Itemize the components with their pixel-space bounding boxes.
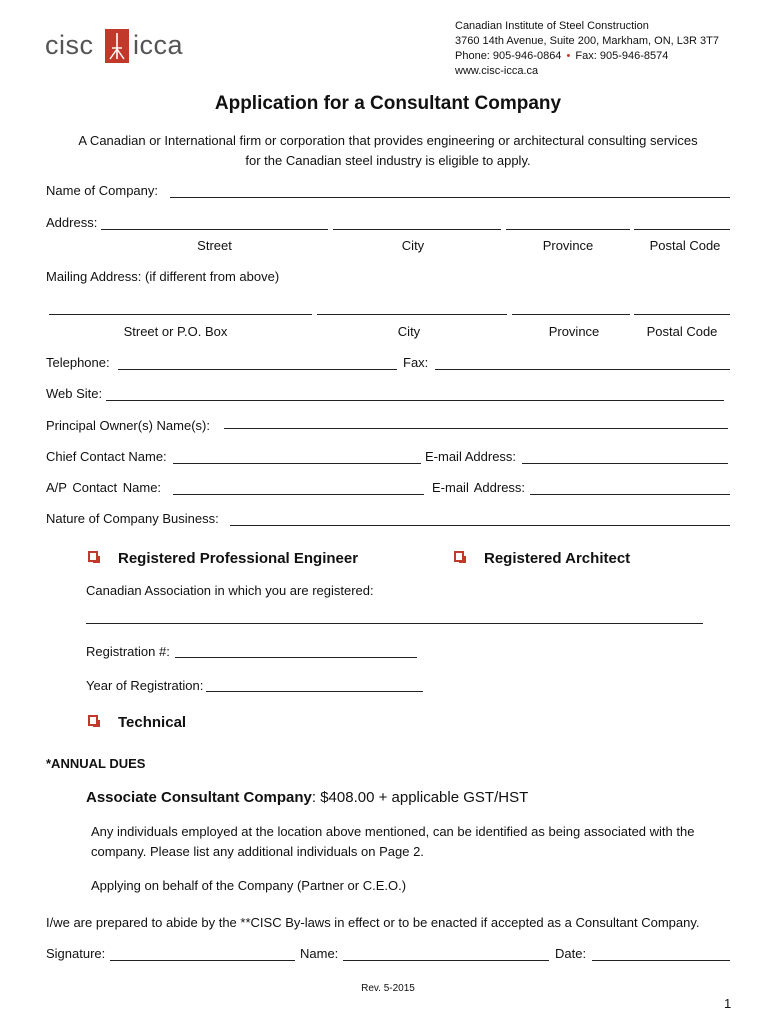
signature-label: Signature: bbox=[46, 946, 106, 961]
fee-label: Associate Consultant Company bbox=[86, 789, 312, 806]
address-label: Address: bbox=[46, 215, 98, 230]
chief-email-field[interactable] bbox=[522, 463, 728, 464]
ap-email-label: E-mail Address: bbox=[432, 480, 526, 495]
name-label: Name: bbox=[300, 946, 339, 961]
steel-tower-icon bbox=[105, 28, 129, 64]
architect-checkbox[interactable] bbox=[454, 551, 464, 562]
mailing-province-field[interactable] bbox=[512, 314, 630, 315]
principal-owners-label: Principal Owner(s) Name(s): bbox=[46, 418, 210, 433]
org-address: 3760 14th Avenue, Suite 200, Markham, ON, L3R 3T7 bbox=[455, 35, 719, 47]
website-field[interactable] bbox=[106, 400, 724, 401]
caption-mailing-street: Street or P.O. Box bbox=[123, 324, 228, 339]
ap-email-field[interactable] bbox=[530, 494, 730, 495]
mailing-address-label: Mailing Address: (if different from above) bbox=[46, 269, 280, 284]
professional-engineer-label: Registered Professional Engineer bbox=[118, 550, 359, 567]
registration-year-label: Year of Registration: bbox=[86, 678, 204, 693]
technical-checkbox[interactable] bbox=[88, 715, 98, 726]
fax-label: Fax: bbox=[403, 355, 429, 370]
logo-text-icca: icca bbox=[133, 30, 184, 60]
caption-postal-code: Postal Code bbox=[649, 238, 721, 253]
date-field[interactable] bbox=[592, 960, 730, 961]
org-phone: Phone: 905-946-0864 bbox=[455, 50, 562, 62]
intro-line-2: for the Canadian steel industry is eligible to apply. bbox=[245, 153, 531, 168]
architect-label: Registered Architect bbox=[484, 550, 631, 567]
cisc-icca-logo bbox=[45, 30, 185, 66]
dues-note-line-1: Any individuals employed at the location above mentioned, can be identified as being associated with the bbox=[91, 824, 695, 839]
date-label: Date: bbox=[555, 946, 587, 961]
page-number: 1 bbox=[724, 996, 732, 1011]
chief-contact-label: Chief Contact Name: bbox=[46, 449, 167, 464]
applying-on-behalf: Applying on behalf of the Company (Partner or C.E.O.) bbox=[91, 878, 407, 893]
caption-mailing-postal-code: Postal Code bbox=[646, 324, 718, 339]
address-city-field[interactable] bbox=[333, 229, 501, 230]
principal-owners-field[interactable] bbox=[224, 428, 728, 429]
mailing-postal-field[interactable] bbox=[634, 314, 730, 315]
separator-bullet: • bbox=[566, 50, 571, 62]
ap-contact-label: A/P Contact Name: bbox=[46, 480, 162, 495]
website-label: Web Site: bbox=[46, 386, 103, 401]
caption-street: Street bbox=[197, 238, 232, 253]
name-field[interactable] bbox=[343, 960, 549, 961]
mailing-street-field[interactable] bbox=[49, 314, 312, 315]
agreement-text: I/we are prepared to abide by the **CISC By-laws in effect or to be enacted if accepted as a Consultant Company. bbox=[46, 915, 700, 930]
professional-engineer-checkbox[interactable] bbox=[88, 551, 98, 562]
telephone-field[interactable] bbox=[118, 369, 397, 370]
dues-note-line-2: company. Please list any additional individuals on Page 2. bbox=[91, 844, 424, 859]
fax-field[interactable] bbox=[435, 369, 730, 370]
caption-province: Province bbox=[542, 238, 594, 253]
registration-number-label: Registration #: bbox=[86, 644, 170, 659]
company-name-field[interactable] bbox=[170, 197, 730, 198]
caption-mailing-city: City bbox=[397, 324, 421, 339]
caption-mailing-province: Province bbox=[548, 324, 600, 339]
revision-label: Rev. 5-2015 bbox=[361, 983, 415, 994]
chief-contact-field[interactable] bbox=[173, 463, 421, 464]
technical-label: Technical bbox=[118, 714, 187, 731]
intro-paragraph bbox=[0, 131, 770, 171]
ap-contact-field[interactable] bbox=[173, 494, 424, 495]
caption-city: City bbox=[401, 238, 425, 253]
logo-text-cisc: cisc bbox=[45, 30, 94, 60]
fee-value: : $408.00 + applicable GST/HST bbox=[311, 789, 529, 806]
annual-dues-heading: *ANNUAL DUES bbox=[46, 756, 146, 771]
association-label: Canadian Association in which you are registered: bbox=[86, 583, 374, 598]
fee-line bbox=[86, 789, 528, 806]
intro-line-1: A Canadian or International firm or corporation that provides engineering or architectural consulting services bbox=[78, 133, 698, 148]
org-phone-fax bbox=[455, 49, 719, 64]
telephone-label: Telephone: bbox=[46, 355, 110, 370]
chief-email-label: E-mail Address: bbox=[425, 449, 517, 464]
registration-number-field[interactable] bbox=[175, 657, 417, 658]
org-website: www.cisc-icca.ca bbox=[455, 65, 539, 77]
org-contact-block bbox=[455, 19, 719, 79]
address-province-field[interactable] bbox=[506, 229, 630, 230]
page-title: Application for a Consultant Company bbox=[214, 93, 562, 114]
registration-year-field[interactable] bbox=[206, 691, 423, 692]
org-fax: Fax: 905-946-8574 bbox=[575, 50, 669, 62]
nature-business-label: Nature of Company Business: bbox=[46, 511, 219, 526]
mailing-city-field[interactable] bbox=[317, 314, 507, 315]
address-street-field[interactable] bbox=[101, 229, 328, 230]
association-field[interactable] bbox=[86, 623, 703, 624]
signature-field[interactable] bbox=[110, 960, 295, 961]
company-name-label: Name of Company: bbox=[46, 183, 158, 198]
dues-note bbox=[91, 822, 694, 862]
nature-business-field[interactable] bbox=[230, 525, 730, 526]
org-name: Canadian Institute of Steel Construction bbox=[455, 20, 649, 32]
address-postal-field[interactable] bbox=[634, 229, 730, 230]
